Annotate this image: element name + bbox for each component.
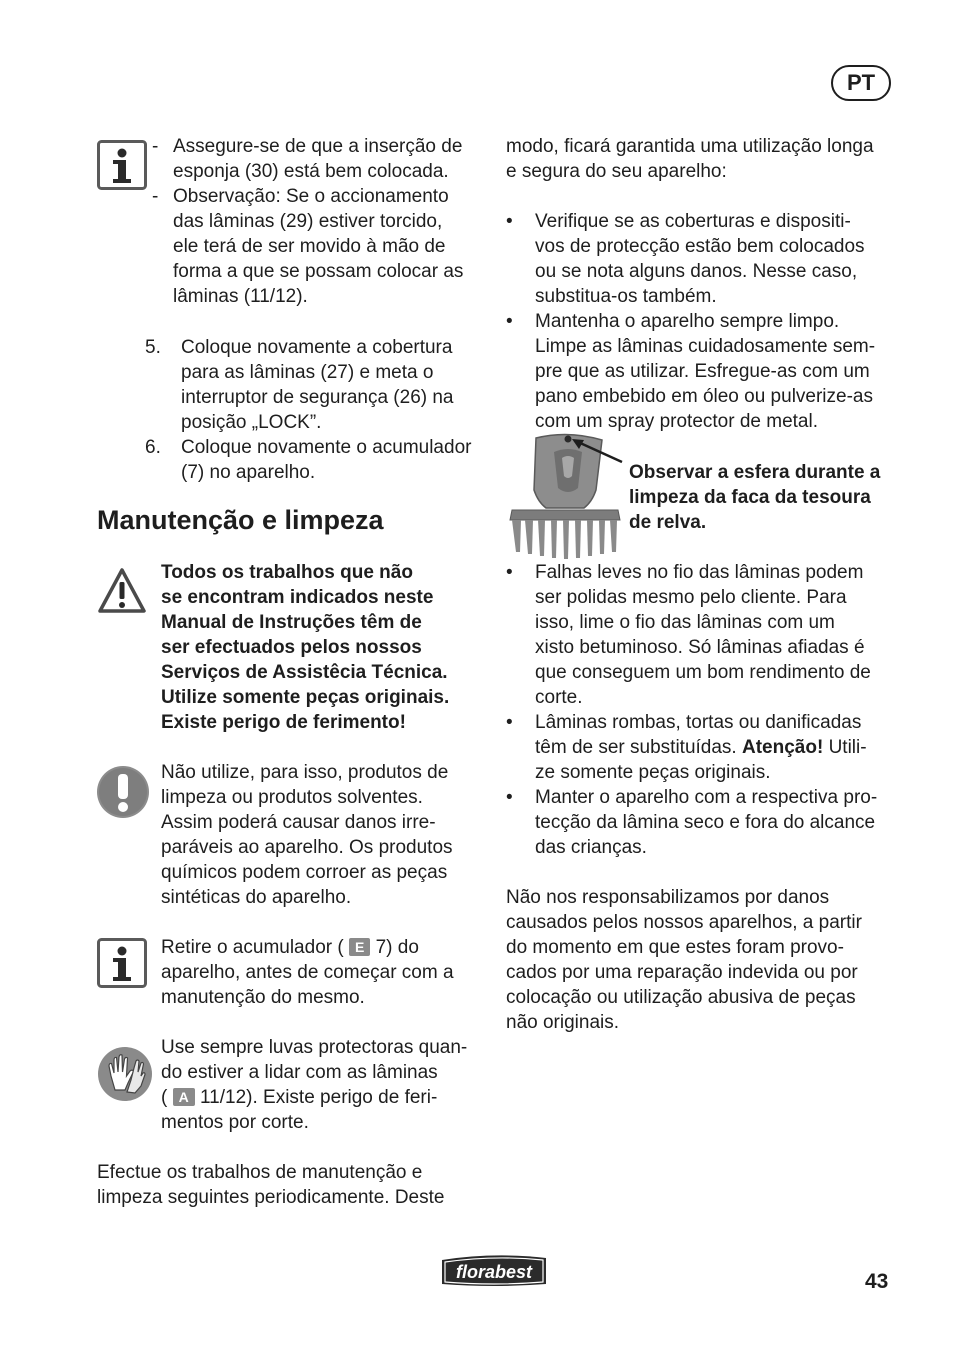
figure-caption: Observar a esfera durante a (629, 462, 881, 483)
step-number: 5. (145, 337, 161, 358)
text-line: mentos por corte. (161, 1112, 309, 1133)
language-badge: PT (831, 65, 891, 101)
text-line: xisto betuminoso. Só lâminas afiadas é (535, 637, 865, 658)
gloves-icon (97, 1046, 153, 1102)
warning-line: Todos os trabalhos que não (161, 562, 413, 583)
text-line: para as lâminas (27) e meta o (181, 362, 434, 383)
text-line: lâminas (11/12). (173, 286, 308, 307)
bullet-marker: • (506, 562, 513, 583)
text-line: pano embebido em óleo ou pulverize-as (535, 386, 873, 407)
bullet-marker: • (506, 787, 513, 808)
warning-line: Utilize somente peças originais. (161, 687, 450, 708)
text-line: Coloque novamente a cobertura (181, 337, 453, 358)
page-number: 43 (865, 1270, 889, 1293)
text-line: sintéticas do aparelho. (161, 887, 352, 908)
text-line: vos de protecção estão bem colocados (535, 236, 865, 257)
text-line: Assegure-se de que a inserção de (173, 136, 463, 157)
text-line: Não nos responsabilizamos por danos (506, 887, 830, 908)
text-fragment: Retire o acumulador ( (161, 937, 344, 958)
warning-line: se encontram indicados neste (161, 587, 434, 608)
text-line: modo, ficará garantida uma utilização longa (506, 136, 874, 157)
brand-logo (438, 1254, 550, 1288)
text-line: ou se nota alguns danos. Nesse caso, (535, 261, 858, 282)
text-line: com um spray protector de metal. (535, 411, 818, 432)
exclamation-circle-icon (96, 765, 150, 819)
text-line: Manter o aparelho com a respectiva pro- (535, 787, 878, 808)
dash-marker: - (152, 186, 159, 207)
text-line: pre que as utilizar. Esfregue-as com um (535, 361, 870, 382)
text-fragment: 11/12). Existe perigo de feri- (200, 1087, 438, 1108)
figure-badge: E (349, 938, 370, 956)
text-line: das crianças. (535, 837, 647, 858)
info-icon (97, 140, 147, 190)
text-line: que conseguem um bom rendimento de (535, 662, 871, 683)
text-line: Coloque novamente o acumulador (181, 437, 472, 458)
blade-figure (506, 432, 624, 560)
text-line: Assim poderá causar danos irre- (161, 812, 436, 833)
brand-name: florabest (455, 1262, 533, 1282)
text-line: causados pelos nossos aparelhos, a partir (506, 912, 862, 933)
text-line: Lâminas rombas, tortas ou danificadas (535, 712, 862, 733)
text-line (161, 1085, 437, 1110)
text-line: do momento em que estes foram provo- (506, 937, 844, 958)
step-number: 6. (145, 437, 161, 458)
bullet-marker: • (506, 712, 513, 733)
bullet-marker: • (506, 211, 513, 232)
attention-label: Atenção! (742, 737, 824, 758)
text-line: manutenção do mesmo. (161, 987, 365, 1008)
text-line: isso, lime o fio das lâminas com um (535, 612, 835, 633)
text-line: aparelho, antes de começar com a (161, 962, 454, 983)
warning-line: Existe perigo de ferimento! (161, 712, 406, 733)
info-icon (97, 938, 147, 988)
text-line: colocação ou utilização abusiva de peças (506, 987, 856, 1008)
text-line: cados por uma reparação indevida ou por (506, 962, 858, 983)
text-line (161, 935, 419, 960)
text-line: Efectue os trabalhos de manutenção e (97, 1162, 423, 1183)
text-line: limpeza seguintes periodicamente. Deste (97, 1187, 445, 1208)
dash-marker: - (152, 136, 159, 157)
text-line: Mantenha o aparelho sempre limpo. (535, 311, 840, 332)
text-line: substitua-os também. (535, 286, 717, 307)
text-fragment: têm de ser substituídas. (535, 737, 742, 758)
text-line: do estiver a lidar com as lâminas (161, 1062, 438, 1083)
text-line: interruptor de segurança (26) na (181, 387, 454, 408)
text-line: das lâminas (29) estiver torcido, (173, 211, 443, 232)
bullet-marker: • (506, 311, 513, 332)
text-line: ze somente peças originais. (535, 762, 771, 783)
text-line: Limpe as lâminas cuidadosamente sem- (535, 336, 876, 357)
text-line: paráveis ao aparelho. Os produtos (161, 837, 453, 858)
text-line: Verifique se as coberturas e dispositi- (535, 211, 851, 232)
warning-line: Manual de Instruções têm de (161, 612, 422, 633)
text-line: limpeza ou produtos solventes. (161, 787, 423, 808)
text-line: químicos podem corroer as peças (161, 862, 448, 883)
text-line: ele terá de ser movido à mão de (173, 236, 446, 257)
text-line: tecção da lâmina seco e fora do alcance (535, 812, 876, 833)
text-fragment: ( (161, 1087, 168, 1108)
text-line: Falhas leves no fio das lâminas podem (535, 562, 864, 583)
text-line (535, 735, 867, 760)
text-fragment: 7) do (375, 937, 419, 958)
figure-caption: limpeza da faca da tesoura (629, 487, 871, 508)
text-line: e segura do seu aparelho: (506, 161, 727, 182)
warning-line: Serviços de Assistêcia Técnica. (161, 662, 448, 683)
figure-caption: de relva. (629, 512, 707, 533)
section-heading: Manutenção e limpeza (97, 505, 384, 535)
text-line: esponja (30) está bem colocada. (173, 161, 449, 182)
text-line: ser polidas mesmo pelo cliente. Para (535, 587, 847, 608)
text-line: Use sempre luvas protectoras quan- (161, 1037, 468, 1058)
text-fragment: Utili- (823, 737, 867, 758)
text-line: não originais. (506, 1012, 620, 1033)
warning-line: ser efectuados pelos nossos (161, 637, 422, 658)
text-line: forma a que se possam colocar as (173, 261, 464, 282)
text-line: Observação: Se o accionamento (173, 186, 449, 207)
figure-badge: A (173, 1088, 195, 1106)
text-line: corte. (535, 687, 583, 708)
text-line: (7) no aparelho. (181, 462, 316, 483)
warning-triangle-icon (97, 566, 147, 616)
text-line: Não utilize, para isso, produtos de (161, 762, 449, 783)
text-line: posição „LOCK”. (181, 412, 322, 433)
